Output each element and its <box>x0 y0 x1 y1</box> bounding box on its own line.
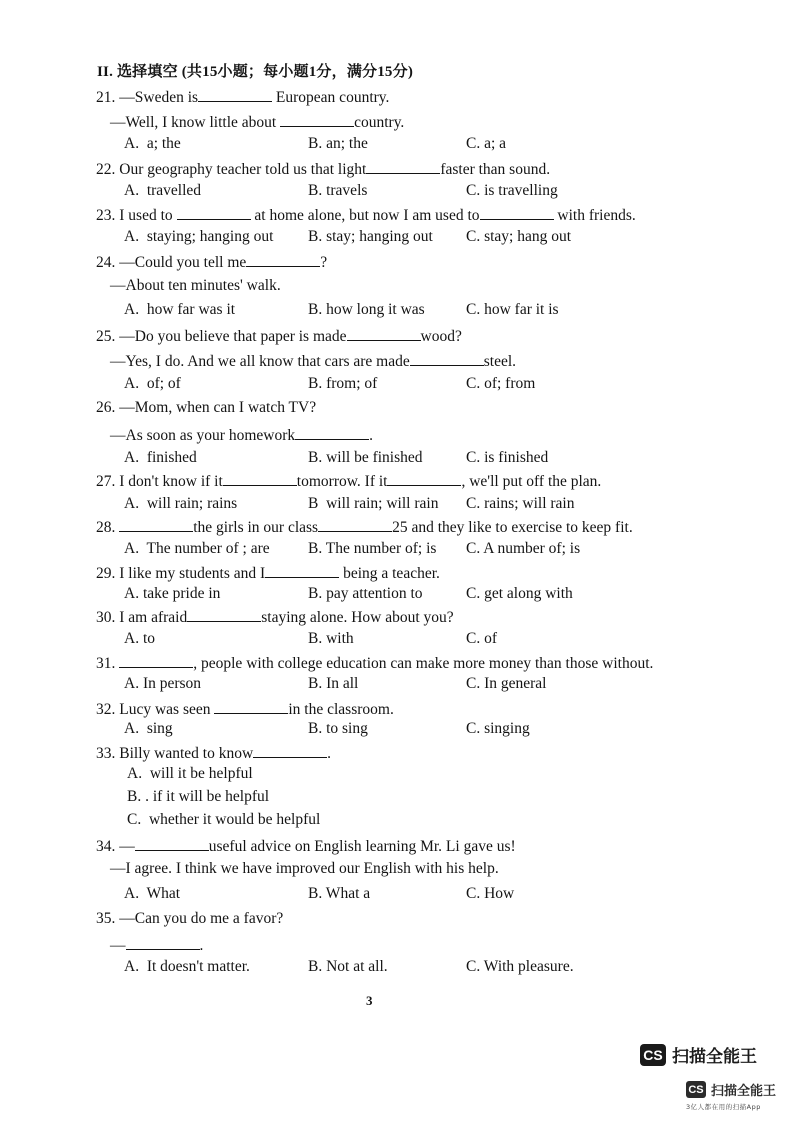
answer-blank[interactable] <box>119 653 193 668</box>
option-b[interactable]: B. will be finished <box>308 449 423 466</box>
question-number: 24. <box>96 254 120 271</box>
answer-blank[interactable] <box>187 607 261 622</box>
question-text: I used to <box>119 207 177 224</box>
option-c[interactable]: C. In general <box>466 675 547 692</box>
option-b[interactable]: B. how long it was <box>308 301 425 318</box>
option-c[interactable]: C. of; from <box>466 375 536 392</box>
option-a[interactable]: A. of; of <box>124 375 181 392</box>
option-b[interactable]: B. from; of <box>308 375 378 392</box>
camscanner-logo-small-icon: CS <box>686 1081 706 1098</box>
option-b[interactable]: B. to sing <box>308 720 368 737</box>
option-b[interactable]: B. What a <box>308 885 371 902</box>
option-a[interactable]: A. sing <box>124 720 173 737</box>
option-c[interactable]: C. stay; hang out <box>466 228 572 245</box>
option-b[interactable]: B. pay attention to <box>308 585 423 602</box>
question-text: wood? <box>420 328 462 345</box>
scanner-name-small: 扫描全能王 <box>711 1084 777 1099</box>
question-text: —About ten minutes' walk. <box>110 277 281 294</box>
scanner-watermark <box>640 1042 757 1067</box>
question-31-line-1 <box>96 653 653 673</box>
question-number: 26. <box>96 399 120 416</box>
question-text: , people with college education can make more money than those without. <box>193 655 654 672</box>
question-text: , we'll put off the plan. <box>461 473 602 490</box>
question-text: —Yes, I do. And we all know that cars are made <box>110 353 410 370</box>
question-24-line-1 <box>96 252 327 272</box>
scanner-watermark-small <box>686 1080 776 1099</box>
question-text: . <box>369 427 373 444</box>
question-text: Billy wanted to know <box>119 745 254 762</box>
scanner-tagline: 3亿人都在用的扫描App <box>686 1103 761 1111</box>
question-21-line-2 <box>110 112 404 132</box>
question-number: 31. <box>96 655 120 672</box>
answer-blank[interactable] <box>366 159 440 174</box>
option-a[interactable]: A. The number of ; are <box>124 540 270 557</box>
question-text: —Could you tell me <box>119 254 247 271</box>
option-b[interactable]: B. an; the <box>308 135 368 152</box>
question-text: —Well, I know little about <box>110 114 281 131</box>
option-b[interactable]: B. travels <box>308 182 368 199</box>
question-35-line-1 <box>96 910 283 928</box>
question-text: staying alone. How about you? <box>261 609 454 626</box>
question-29-line-1 <box>96 563 440 583</box>
option-a[interactable]: A. to <box>124 630 155 647</box>
question-24-line-2 <box>110 277 281 295</box>
option-c[interactable]: C. rains; will rain <box>466 495 575 512</box>
question-35-line-2 <box>110 935 203 955</box>
option-a[interactable]: A. It doesn't matter. <box>124 958 250 975</box>
question-text: the girls in our class <box>193 519 319 536</box>
option-b[interactable]: B. stay; hanging out <box>308 228 433 245</box>
option-b[interactable]: B. The number of; is <box>308 540 437 557</box>
question-text: ? <box>320 254 328 271</box>
question-32-line-1 <box>96 699 394 719</box>
answer-blank[interactable] <box>253 743 327 758</box>
page-number: 3 <box>366 993 373 1008</box>
question-text: faster than sound. <box>440 161 551 178</box>
section-header: II. 选择填空 (共15小题；每小题1分，满分15分) <box>97 64 414 80</box>
option-b[interactable]: B will rain; will rain <box>308 495 439 512</box>
option-a[interactable]: A. staying; hanging out <box>124 228 274 245</box>
answer-blank[interactable] <box>480 205 554 220</box>
question-number: 25. <box>96 328 120 345</box>
answer-blank[interactable] <box>280 112 354 127</box>
option-c[interactable]: C. of <box>466 630 497 647</box>
question-text: tomorrow. If it <box>296 473 388 490</box>
question-text: Our geography teacher told us that light <box>119 161 367 178</box>
question-text: —Do you believe that paper is made <box>119 328 347 345</box>
answer-blank[interactable] <box>214 699 288 714</box>
question-text: at home alone, but now I am used to <box>250 207 480 224</box>
option-a[interactable]: A. will rain; rains <box>124 495 238 512</box>
option-c[interactable]: C. is finished <box>466 449 549 466</box>
option-c[interactable]: C. how far it is <box>466 301 559 318</box>
question-text: I like my students and I <box>119 565 266 582</box>
question-text: —I agree. I think we have improved our English with his help. <box>110 860 499 877</box>
option-b[interactable]: B. with <box>308 630 354 647</box>
scanner-name: 扫描全能王 <box>672 1047 757 1067</box>
question-text: I don't know if it <box>119 473 223 490</box>
question-21-line-1 <box>96 87 389 107</box>
option-a[interactable]: A. What <box>124 885 181 902</box>
option-b[interactable]: B. . if it will be helpful <box>127 788 270 805</box>
question-34-line-1 <box>96 836 516 856</box>
question-25-line-2 <box>110 351 516 371</box>
question-text: country. <box>354 114 405 131</box>
option-c[interactable]: C. whether it would be helpful <box>127 811 321 828</box>
answer-blank[interactable] <box>223 471 297 486</box>
option-b[interactable]: B. In all <box>308 675 359 692</box>
option-c[interactable]: C. get along with <box>466 585 573 602</box>
option-c[interactable]: C. a; a <box>466 135 507 152</box>
question-26-line-1 <box>96 399 316 417</box>
question-text: —Can you do me a favor? <box>119 910 284 927</box>
question-text: Lucy was seen <box>119 701 215 718</box>
question-number: 27. <box>96 473 120 490</box>
question-text: European country. <box>272 89 390 106</box>
question-text: —Sweden is <box>119 89 199 106</box>
question-text: — <box>119 838 135 855</box>
option-b[interactable]: B. Not at all. <box>308 958 388 975</box>
answer-blank[interactable] <box>318 517 392 532</box>
answer-blank[interactable] <box>295 425 369 440</box>
question-number: 30. <box>96 609 120 626</box>
camscanner-logo-icon: CS <box>640 1044 666 1066</box>
option-c[interactable]: C. With pleasure. <box>466 958 574 975</box>
option-c[interactable]: C. A number of; is <box>466 540 581 557</box>
question-text: —As soon as your homework <box>110 427 296 444</box>
question-text: . <box>199 937 204 954</box>
question-34-line-2 <box>110 860 499 878</box>
question-number: 23. <box>96 207 120 224</box>
question-text: 25 and they like to exercise to keep fit. <box>392 519 633 536</box>
answer-blank[interactable] <box>177 205 251 220</box>
answer-blank[interactable] <box>246 252 320 267</box>
question-number: 29. <box>96 565 120 582</box>
question-text: — <box>110 937 126 954</box>
question-22-line-1 <box>96 159 550 179</box>
question-text: steel. <box>483 353 517 370</box>
question-30-line-1 <box>96 607 454 627</box>
question-number: 22. <box>96 161 120 178</box>
question-number: 28. <box>96 519 120 536</box>
question-23-line-1 <box>96 205 636 225</box>
answer-blank[interactable] <box>135 836 209 851</box>
question-28-line-1 <box>96 517 633 537</box>
answer-blank[interactable] <box>198 87 272 102</box>
question-text: with friends. <box>553 207 636 224</box>
option-c[interactable]: C. How <box>466 885 515 902</box>
answer-blank[interactable] <box>126 935 200 950</box>
question-number: 32. <box>96 701 120 718</box>
question-text: in the classroom. <box>288 701 394 718</box>
option-a[interactable]: A. will it be helpful <box>127 765 253 782</box>
question-number: 35. <box>96 910 120 927</box>
option-a[interactable]: A. a; the <box>124 135 181 152</box>
answer-blank[interactable] <box>410 351 484 366</box>
question-33-line-1 <box>96 743 331 763</box>
option-a[interactable]: A. how far was it <box>124 301 236 318</box>
question-27-line-1 <box>96 471 601 491</box>
question-25-line-1 <box>96 326 462 346</box>
option-a[interactable]: A. finished <box>124 449 197 466</box>
question-text: being a teacher. <box>339 565 440 582</box>
answer-blank[interactable] <box>119 517 193 532</box>
question-number: 33. <box>96 745 120 762</box>
question-number: 34. <box>96 838 120 855</box>
option-c[interactable]: C. is travelling <box>466 182 558 199</box>
option-a[interactable]: A. In person <box>124 675 202 692</box>
question-text: . <box>327 745 332 762</box>
answer-blank[interactable] <box>387 471 461 486</box>
option-c[interactable]: C. singing <box>466 720 530 737</box>
question-number: 21. <box>96 89 120 106</box>
question-text: —Mom, when can I watch TV? <box>119 399 317 416</box>
question-text: useful advice on English learning Mr. Li gave us! <box>208 838 516 855</box>
answer-blank[interactable] <box>347 326 421 341</box>
option-a[interactable]: A. take pride in <box>124 585 221 602</box>
question-text: I am afraid <box>119 609 188 626</box>
answer-blank[interactable] <box>265 563 339 578</box>
question-26-line-2 <box>110 425 373 445</box>
option-a[interactable]: A. travelled <box>124 182 202 199</box>
